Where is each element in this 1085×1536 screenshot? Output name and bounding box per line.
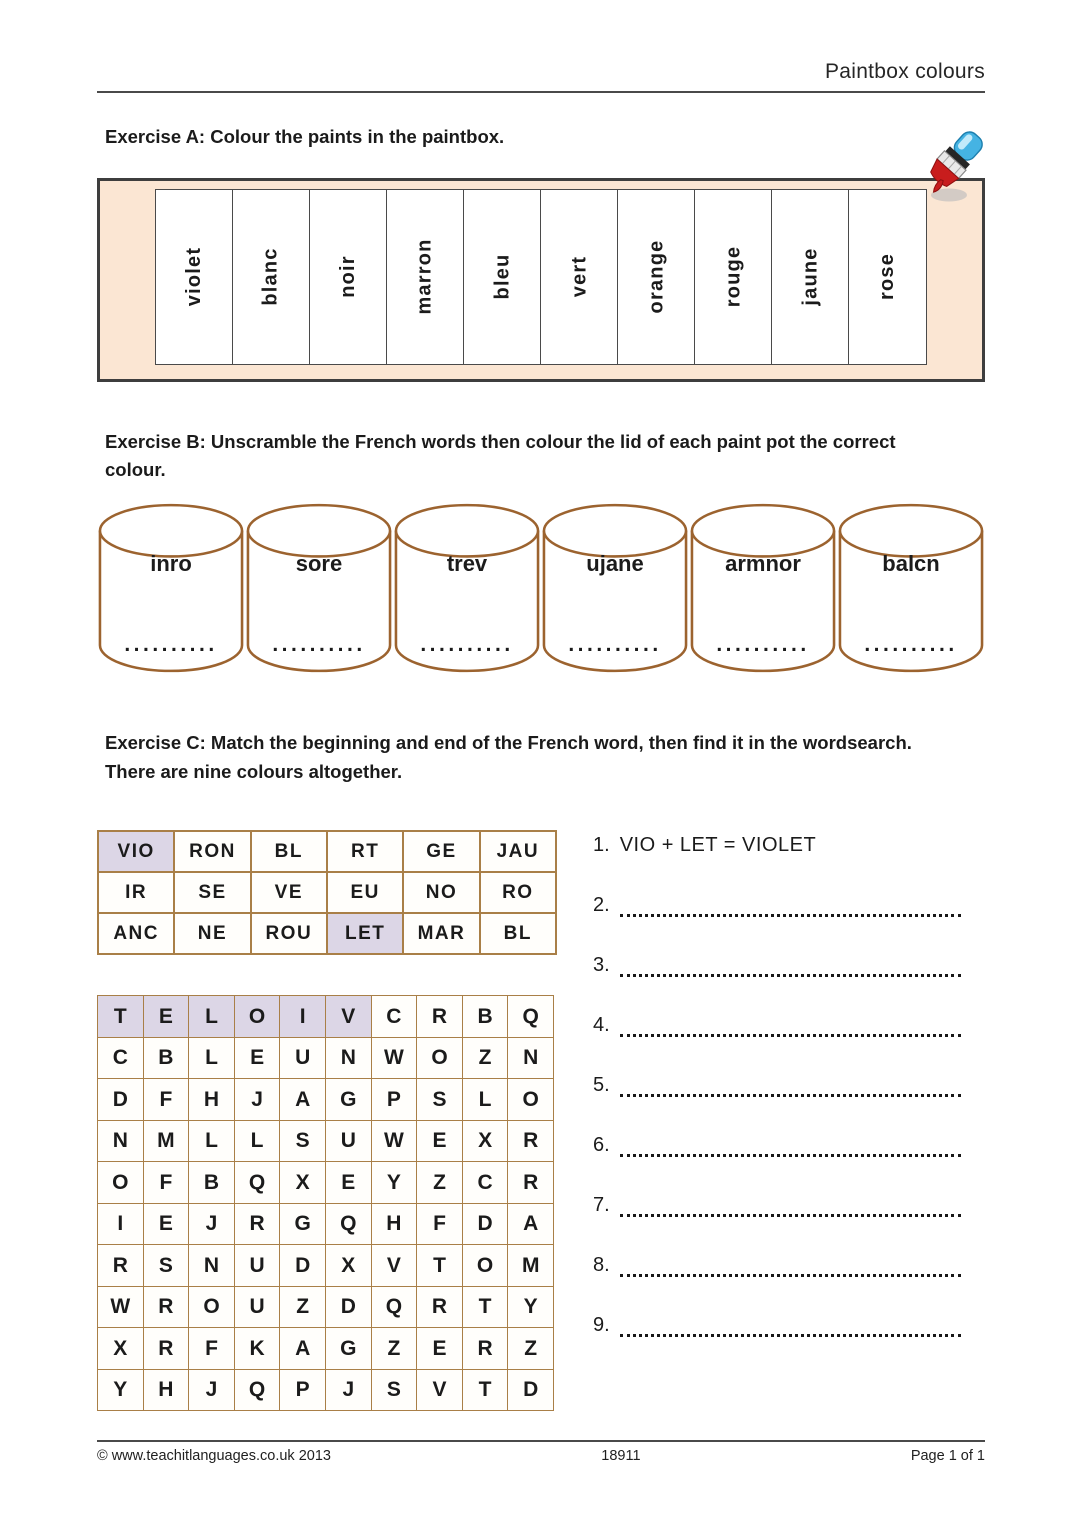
wordsearch-cell: A	[280, 1079, 326, 1121]
wordsearch-cell: H	[189, 1079, 235, 1121]
wordsearch-cell: C	[98, 1038, 144, 1080]
paint-pot	[541, 501, 689, 677]
answer-number: 2.	[593, 894, 610, 917]
wordsearch-cell: O	[508, 1079, 554, 1121]
fragment-table	[97, 830, 557, 955]
fragment-cell: LET	[328, 914, 404, 955]
wordsearch-cell: W	[372, 1121, 418, 1163]
wordsearch-cell: X	[280, 1162, 326, 1204]
footer-copyright: © www.teachitlanguages.co.uk 2013	[97, 1448, 331, 1464]
paint-pots	[97, 501, 985, 677]
wordsearch-cell: J	[189, 1204, 235, 1246]
wordsearch-cell: Y	[508, 1287, 554, 1329]
wordsearch-cell: D	[98, 1079, 144, 1121]
wordsearch-cell: E	[326, 1162, 372, 1204]
wordsearch-cell: E	[144, 996, 190, 1038]
paint-cell	[848, 189, 927, 365]
paintbrush-icon	[913, 127, 997, 207]
wordsearch-cell: Y	[372, 1162, 418, 1204]
wordsearch-cell: U	[235, 1245, 281, 1287]
answer-row	[593, 1194, 961, 1217]
wordsearch-cell: H	[144, 1370, 190, 1412]
paint-cell	[694, 189, 773, 365]
pot-answer-dots: ..........	[568, 633, 662, 657]
wordsearch-cell: R	[417, 996, 463, 1038]
paint-cell	[386, 189, 465, 365]
wordsearch-cell: A	[508, 1204, 554, 1246]
paint-label: marron	[413, 238, 436, 315]
fragment-cell: IR	[99, 873, 175, 914]
wordsearch-cell: X	[463, 1121, 509, 1163]
paint-label: rose	[876, 253, 899, 301]
wordsearch-cell: L	[189, 1038, 235, 1080]
wordsearch-cell: J	[189, 1370, 235, 1412]
fragment-cell: NO	[404, 873, 480, 914]
paint-label: violet	[182, 246, 205, 307]
scrambled-word: inro	[150, 551, 192, 577]
page-header	[97, 0, 985, 93]
wordsearch-cell: D	[463, 1204, 509, 1246]
wordsearch-cell: Z	[372, 1328, 418, 1370]
wordsearch-cell: F	[144, 1079, 190, 1121]
answer-row	[593, 1014, 961, 1037]
wordsearch-cell: C	[372, 996, 418, 1038]
paint-label: vert	[568, 255, 591, 298]
answer-row	[593, 1074, 961, 1097]
wordsearch-cell: H	[372, 1204, 418, 1246]
wordsearch-cell: Q	[508, 996, 554, 1038]
scrambled-word: armnor	[725, 551, 801, 577]
wordsearch-cell: I	[98, 1204, 144, 1246]
wordsearch-cell: V	[326, 996, 372, 1038]
wordsearch-cell: Y	[98, 1370, 144, 1412]
answer-row	[593, 1254, 961, 1277]
answer-blank-line	[620, 1074, 961, 1097]
paint-cell	[771, 189, 850, 365]
answer-number: 3.	[593, 954, 610, 977]
wordsearch-cell: V	[417, 1370, 463, 1412]
fragment-cell: MAR	[404, 914, 480, 955]
fragment-cell: ROU	[252, 914, 328, 955]
fragment-cell: NE	[175, 914, 251, 955]
wordsearch-cell: S	[417, 1079, 463, 1121]
wordsearch-cell: M	[144, 1121, 190, 1163]
fragment-cell: BL	[481, 914, 557, 955]
exercise-b-heading: Exercise B: Unscramble the French words then colour the lid of each paint pot the correct colour.	[105, 430, 896, 481]
wordsearch-cell: D	[508, 1370, 554, 1412]
paint-cell	[540, 189, 619, 365]
wordsearch-cell: D	[280, 1245, 326, 1287]
answer-blank-line	[620, 1254, 961, 1277]
wordsearch-cell: R	[463, 1328, 509, 1370]
paint-pot-lid	[840, 505, 982, 556]
pot-answer-dots: ..........	[272, 633, 366, 657]
exercise-c-section	[97, 729, 985, 1411]
wordsearch-cell: D	[326, 1287, 372, 1329]
answer-number: 8.	[593, 1254, 610, 1277]
wordsearch-cell: R	[98, 1245, 144, 1287]
paint-pot	[245, 501, 393, 677]
paint-cell	[463, 189, 542, 365]
page-footer	[97, 1440, 985, 1464]
paint-pot-lid	[544, 505, 686, 556]
answer-blank-line	[620, 954, 961, 977]
fragment-cell: VE	[252, 873, 328, 914]
wordsearch-cell: P	[372, 1079, 418, 1121]
answer-text: VIO + LET = VIOLET	[619, 834, 817, 857]
answer-list	[557, 830, 985, 1411]
wordsearch-cell: R	[144, 1328, 190, 1370]
wordsearch-cell: L	[235, 1121, 281, 1163]
fragment-cell: VIO	[99, 832, 175, 873]
exercise-a-section	[97, 123, 985, 382]
paint-pot-lid	[396, 505, 538, 556]
scrambled-word: ujane	[586, 551, 644, 577]
wordsearch-cell: X	[326, 1245, 372, 1287]
fragment-cell: JAU	[481, 832, 557, 873]
exercise-c-heading: Exercise C: Match the beginning and end of the French word, then find it in the wordsearch. There are nine colours altogether.	[105, 732, 912, 782]
answer-number: 9.	[593, 1314, 610, 1337]
wordsearch-cell: B	[144, 1038, 190, 1080]
paint-cell	[617, 189, 696, 365]
wordsearch-cell: F	[417, 1204, 463, 1246]
scrambled-word: balcn	[882, 551, 940, 577]
footer-doc-id: 18911	[601, 1448, 641, 1464]
fragment-cell: RT	[328, 832, 404, 873]
paint-label: jaune	[799, 247, 822, 306]
wordsearch-cell: M	[508, 1245, 554, 1287]
wordsearch-cell: F	[144, 1162, 190, 1204]
wordsearch-cell: N	[326, 1038, 372, 1080]
wordsearch-cell: S	[144, 1245, 190, 1287]
wordsearch-cell: Q	[235, 1370, 281, 1412]
wordsearch-cell: Q	[372, 1287, 418, 1329]
exercise-a-heading: Exercise A: Colour the paints in the paintbox.	[105, 126, 505, 147]
answer-row	[593, 1134, 961, 1157]
wordsearch-cell: A	[280, 1328, 326, 1370]
paint-pot	[689, 501, 837, 677]
paint-pot-lid	[100, 505, 242, 556]
wordsearch-cell: B	[463, 996, 509, 1038]
wordsearch-cell: O	[189, 1287, 235, 1329]
wordsearch-cell: T	[98, 996, 144, 1038]
footer-page-number: Page 1 of 1	[910, 1448, 985, 1464]
wordsearch-cell: F	[189, 1328, 235, 1370]
answer-row	[593, 834, 961, 857]
wordsearch-cell: R	[144, 1287, 190, 1329]
answer-number: 7.	[593, 1194, 610, 1217]
fragment-cell: ANC	[99, 914, 175, 955]
wordsearch-cell: K	[235, 1328, 281, 1370]
fragment-cell: RO	[481, 873, 557, 914]
wordsearch-cell: E	[235, 1038, 281, 1080]
pot-answer-dots: ..........	[124, 633, 218, 657]
wordsearch-cell: J	[235, 1079, 281, 1121]
wordsearch-cell: T	[463, 1370, 509, 1412]
wordsearch-cell: S	[280, 1121, 326, 1163]
wordsearch-cell: O	[417, 1038, 463, 1080]
wordsearch-cell: R	[508, 1162, 554, 1204]
exercise-b-section	[97, 428, 985, 677]
wordsearch-cell: W	[98, 1287, 144, 1329]
answer-number: 6.	[593, 1134, 610, 1157]
scrambled-word: sore	[295, 551, 343, 577]
wordsearch-cell: X	[98, 1328, 144, 1370]
paint-label: rouge	[722, 245, 745, 308]
fragment-cell: EU	[328, 873, 404, 914]
wordsearch-cell: N	[98, 1121, 144, 1163]
wordsearch-cell: J	[326, 1370, 372, 1412]
answer-row	[593, 894, 961, 917]
wordsearch-cell: G	[280, 1204, 326, 1246]
wordsearch-cell: T	[463, 1287, 509, 1329]
wordsearch-cell: O	[98, 1162, 144, 1204]
pot-answer-dots: ..........	[864, 633, 958, 657]
wordsearch-grid	[97, 995, 554, 1411]
page-title: Paintbox colours	[824, 60, 985, 83]
wordsearch-cell: Z	[508, 1328, 554, 1370]
wordsearch-cell: O	[463, 1245, 509, 1287]
answer-blank-line	[620, 1014, 961, 1037]
answer-number: 5.	[593, 1074, 610, 1097]
wordsearch-cell: Z	[280, 1287, 326, 1329]
answer-blank-line	[620, 894, 961, 917]
pot-answer-dots: ..........	[716, 633, 810, 657]
fragment-cell: RON	[175, 832, 251, 873]
exercise-c-left-column	[97, 830, 557, 1411]
wordsearch-cell: L	[189, 1121, 235, 1163]
paintbox-cells	[155, 189, 927, 365]
wordsearch-cell: T	[417, 1245, 463, 1287]
wordsearch-cell: R	[508, 1121, 554, 1163]
wordsearch-cell: U	[280, 1038, 326, 1080]
fragment-cell: BL	[252, 832, 328, 873]
paint-pot	[837, 501, 985, 677]
wordsearch-cell: G	[326, 1328, 372, 1370]
wordsearch-cell: L	[189, 996, 235, 1038]
answer-row	[593, 954, 961, 977]
exercise-c-columns	[97, 830, 985, 1411]
wordsearch-cell: B	[189, 1162, 235, 1204]
paint-cell	[155, 189, 234, 365]
wordsearch-cell: E	[417, 1121, 463, 1163]
wordsearch-cell: N	[508, 1038, 554, 1080]
wordsearch-cell: S	[372, 1370, 418, 1412]
paint-pot	[97, 501, 245, 677]
wordsearch-cell: E	[144, 1204, 190, 1246]
paint-label: noir	[336, 255, 359, 298]
paintbox	[97, 178, 985, 382]
wordsearch-cell: R	[235, 1204, 281, 1246]
paint-pot-lid	[692, 505, 834, 556]
wordsearch-cell: P	[280, 1370, 326, 1412]
paint-label: orange	[645, 239, 668, 314]
paint-label: blanc	[259, 247, 282, 306]
paint-cell	[232, 189, 311, 365]
answer-blank-line	[620, 1314, 961, 1337]
answer-number: 4.	[593, 1014, 610, 1037]
answer-number: 1.	[593, 834, 610, 857]
paint-label: bleu	[491, 253, 514, 300]
wordsearch-cell: L	[463, 1079, 509, 1121]
answer-row	[593, 1314, 961, 1337]
pot-answer-dots: ..........	[420, 633, 514, 657]
fragment-cell: SE	[175, 873, 251, 914]
wordsearch-cell: Q	[235, 1162, 281, 1204]
paint-pot-lid	[248, 505, 390, 556]
wordsearch-cell: V	[372, 1245, 418, 1287]
wordsearch-cell: W	[372, 1038, 418, 1080]
wordsearch-cell: N	[189, 1245, 235, 1287]
wordsearch-cell: Z	[417, 1162, 463, 1204]
wordsearch-cell: E	[417, 1328, 463, 1370]
wordsearch-cell: R	[417, 1287, 463, 1329]
paint-pot	[393, 501, 541, 677]
answer-blank-line	[620, 1134, 961, 1157]
answer-blank-line	[620, 1194, 961, 1217]
paint-cell	[309, 189, 388, 365]
wordsearch-cell: O	[235, 996, 281, 1038]
wordsearch-cell: Z	[463, 1038, 509, 1080]
scrambled-word: trev	[446, 551, 488, 577]
fragment-cell: GE	[404, 832, 480, 873]
wordsearch-cell: G	[326, 1079, 372, 1121]
wordsearch-cell: C	[463, 1162, 509, 1204]
wordsearch-cell: U	[326, 1121, 372, 1163]
wordsearch-cell: U	[235, 1287, 281, 1329]
wordsearch-cell: Q	[326, 1204, 372, 1246]
wordsearch-cell: I	[280, 996, 326, 1038]
